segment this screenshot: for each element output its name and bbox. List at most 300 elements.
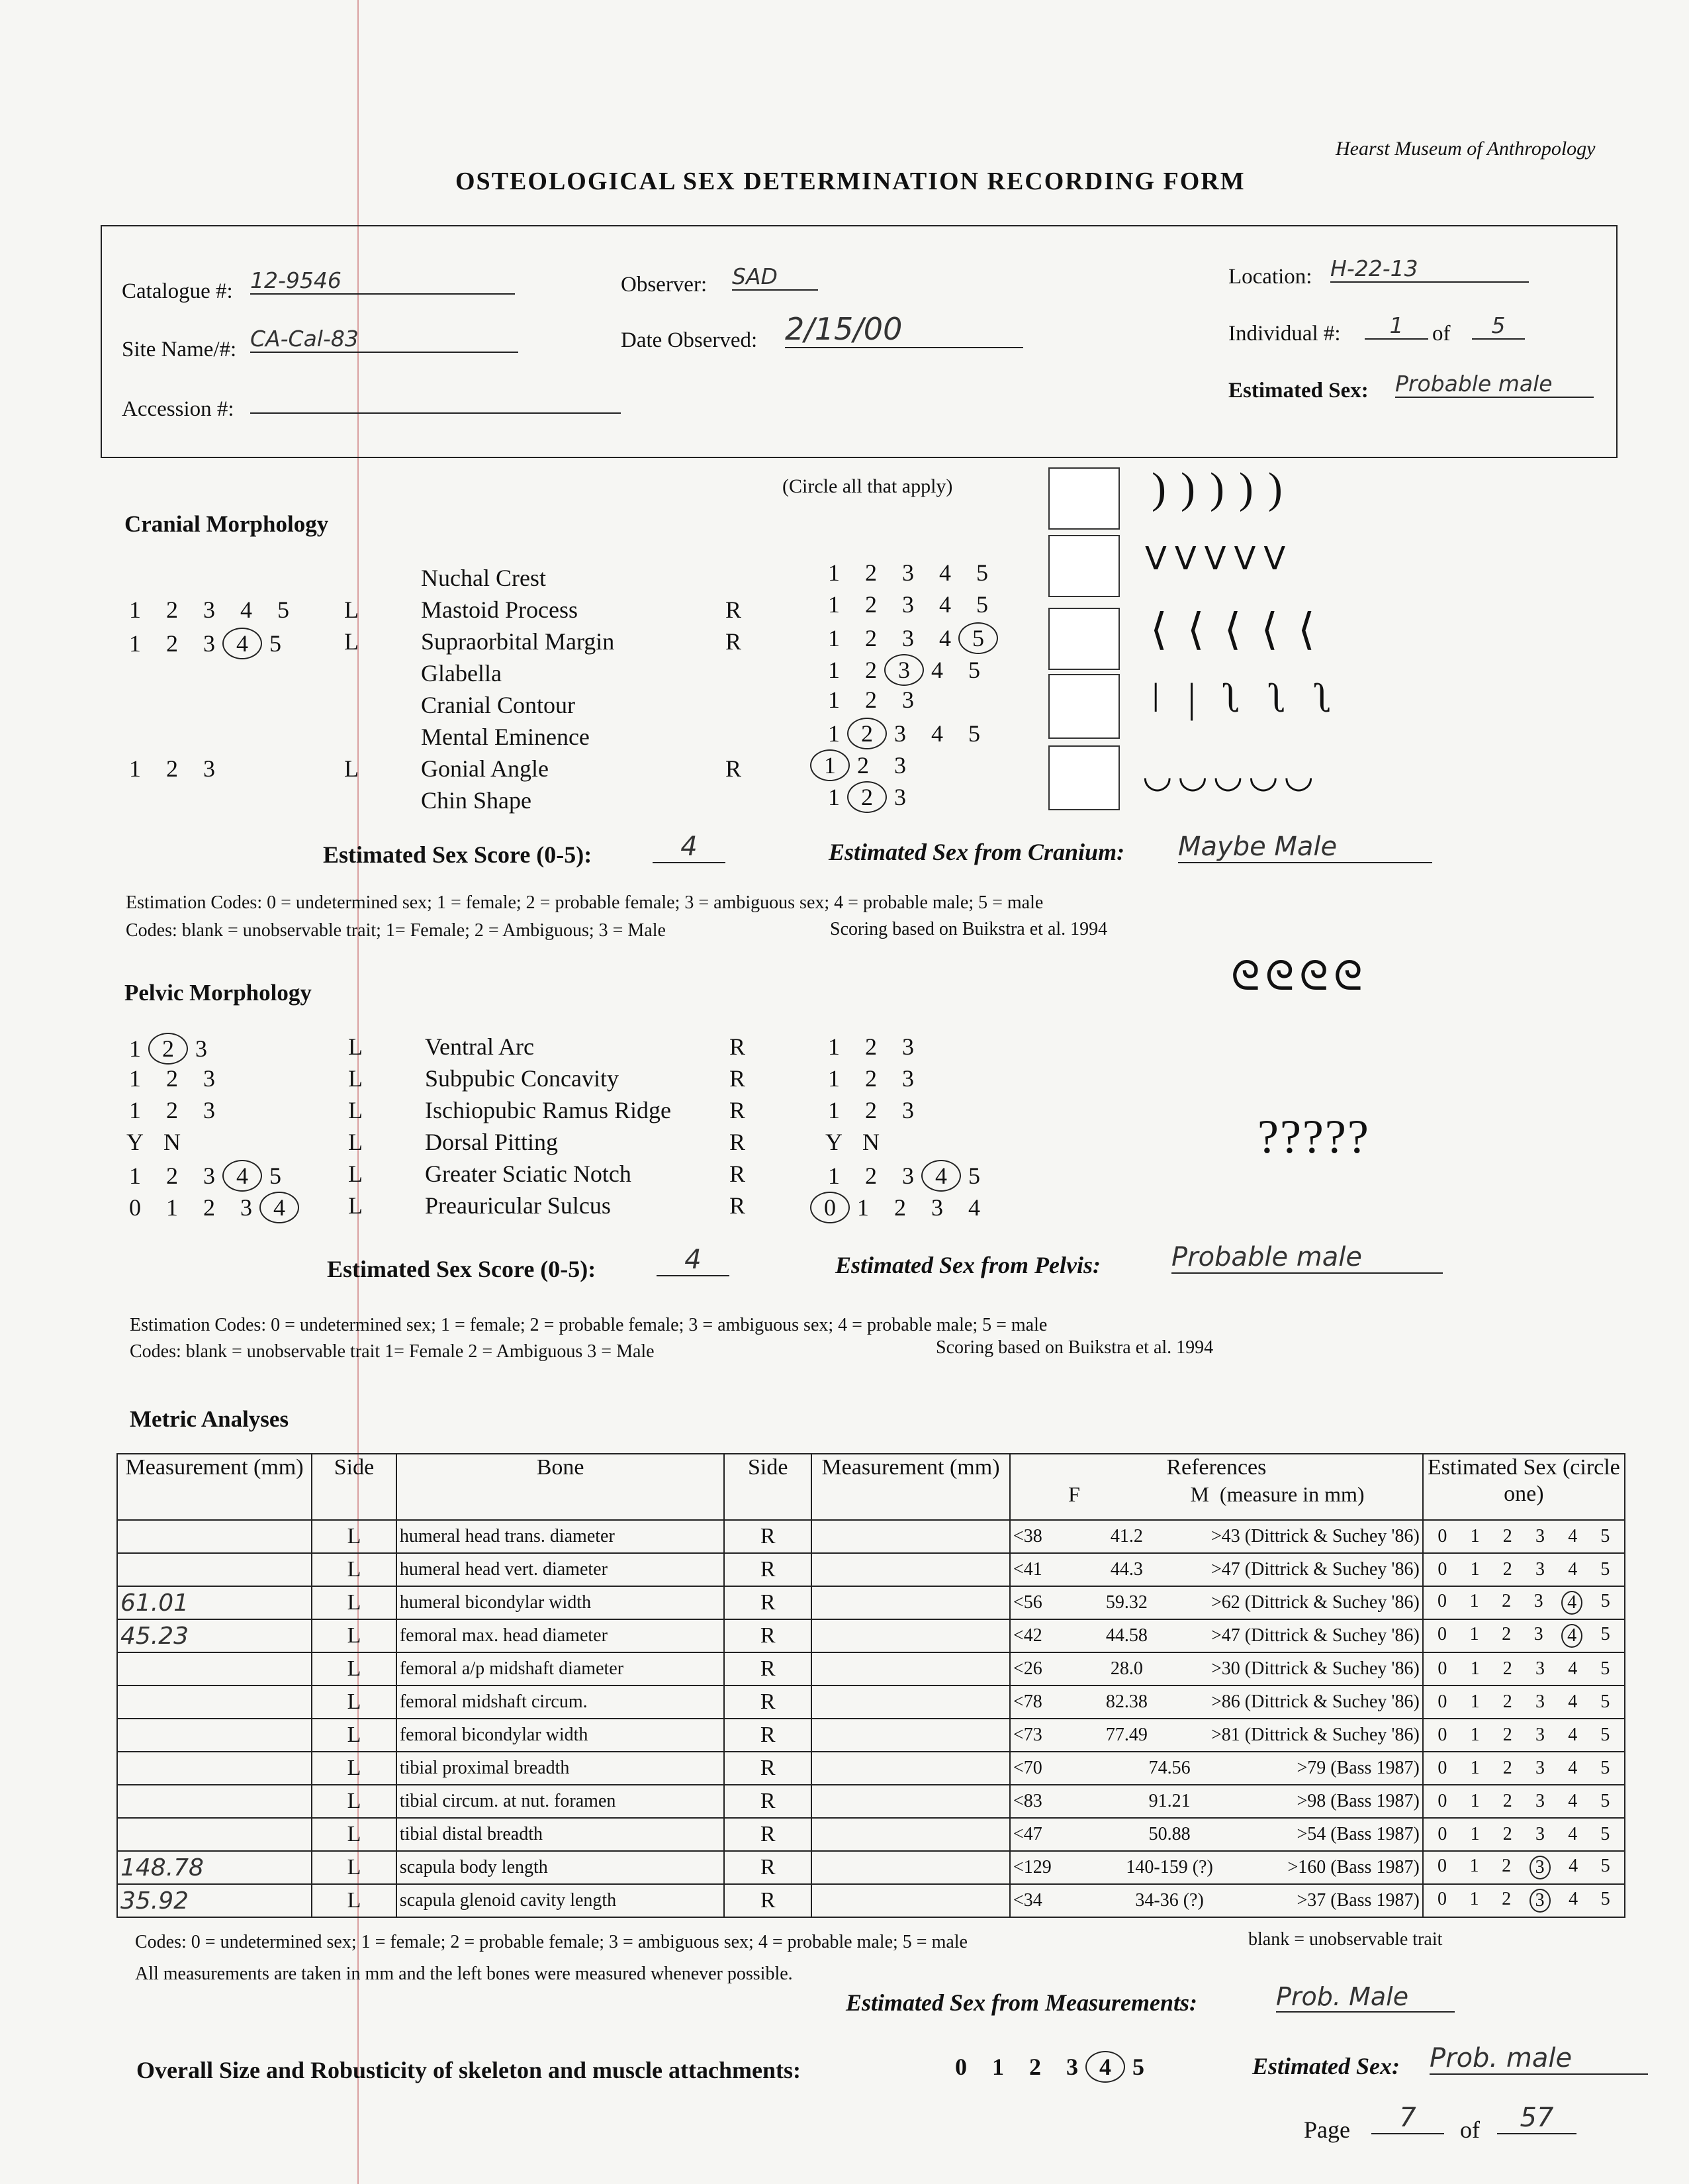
score-option[interactable]: 4 bbox=[1568, 1824, 1578, 1844]
page-total-field[interactable]: 57 bbox=[1497, 2103, 1576, 2134]
score-option[interactable]: 3 bbox=[1535, 1824, 1545, 1844]
score-option[interactable]: 1 bbox=[129, 1163, 141, 1189]
measurement-cell-2[interactable] bbox=[811, 1652, 1010, 1685]
score-option[interactable]: 2 bbox=[1502, 1591, 1512, 1611]
score-option[interactable]: 5 bbox=[1600, 1758, 1610, 1778]
pelvic-left-scores[interactable] bbox=[116, 1160, 294, 1192]
score-option[interactable]: 4 bbox=[1568, 1691, 1578, 1712]
score-option-circled[interactable]: 4 bbox=[1085, 2051, 1125, 2083]
score-option[interactable]: 1 bbox=[1470, 1758, 1480, 1778]
score-option[interactable]: 5 bbox=[277, 596, 289, 623]
score-option[interactable]: 3 bbox=[240, 1194, 252, 1221]
score-option[interactable]: 1 bbox=[828, 784, 840, 810]
pelvic-left-scores[interactable] bbox=[116, 1033, 220, 1065]
score-option[interactable]: 3 bbox=[931, 1194, 943, 1221]
page-field[interactable]: 7 bbox=[1371, 2103, 1444, 2134]
score-option[interactable]: 3 bbox=[902, 1033, 914, 1060]
estimated-sex-cell[interactable] bbox=[1423, 1520, 1625, 1553]
score-option[interactable]: 0 bbox=[129, 1194, 141, 1221]
score-option[interactable]: 0 bbox=[1438, 1526, 1447, 1546]
trait-name: Glabella bbox=[421, 660, 502, 687]
accession-field[interactable] bbox=[250, 387, 621, 414]
score-option[interactable]: 2 bbox=[865, 591, 877, 618]
score-option[interactable]: 5 bbox=[1132, 2054, 1144, 2080]
score-option[interactable]: 3 bbox=[1535, 1526, 1545, 1546]
score-option[interactable]: 4 bbox=[1568, 1658, 1578, 1679]
score-option[interactable]: 2 bbox=[166, 1097, 178, 1123]
estimated-sex-cell[interactable] bbox=[1423, 1752, 1625, 1785]
score-option[interactable]: 4 bbox=[931, 657, 943, 683]
score-option[interactable]: N bbox=[862, 1129, 880, 1155]
metric-row bbox=[117, 1884, 1625, 1917]
score-option[interactable]: 3 bbox=[1535, 1691, 1545, 1712]
score-option[interactable]: Y bbox=[126, 1129, 144, 1155]
cranial-score-field[interactable]: 4 bbox=[653, 831, 725, 863]
score-option[interactable]: 3 bbox=[1533, 1624, 1543, 1644]
score-group[interactable] bbox=[815, 687, 927, 713]
score-option[interactable]: 5 bbox=[968, 1163, 980, 1189]
pelvic-from-field[interactable]: Probable male bbox=[1171, 1242, 1443, 1274]
measurement-cell-2[interactable] bbox=[811, 1818, 1010, 1851]
score-option[interactable]: 0 bbox=[1438, 1824, 1447, 1844]
score-option[interactable]: 1 bbox=[129, 596, 141, 623]
score-group[interactable] bbox=[116, 1163, 294, 1189]
score-option[interactable]: 2 bbox=[1502, 1791, 1512, 1811]
measurement-cell[interactable]: 45.23 bbox=[117, 1619, 312, 1652]
score-option[interactable]: 1 bbox=[1469, 1624, 1479, 1644]
score-option[interactable]: 4 bbox=[1568, 1559, 1578, 1580]
metric-from-label: Estimated Sex from Measurements: bbox=[846, 1989, 1198, 2016]
metric-row bbox=[117, 1619, 1625, 1652]
pelvic-left-scores[interactable] bbox=[116, 1192, 294, 1223]
score-option[interactable]: 3 bbox=[203, 596, 215, 623]
bone-name: humeral head vert. diameter bbox=[396, 1553, 725, 1586]
score-option[interactable]: Y bbox=[825, 1129, 843, 1155]
score-option[interactable]: 3 bbox=[902, 687, 914, 713]
score-option-circled[interactable]: 4 bbox=[259, 1192, 299, 1223]
measurement-cell[interactable] bbox=[117, 1818, 312, 1851]
estimated-sex-cell[interactable] bbox=[1423, 1851, 1625, 1884]
reference-ref: >47 (Dittrick & Suchey '86) bbox=[1211, 1559, 1420, 1580]
score-group[interactable] bbox=[116, 630, 294, 657]
page-label: Page bbox=[1304, 2116, 1350, 2143]
score-option[interactable]: 1 bbox=[166, 1194, 178, 1221]
score-option[interactable]: 5 bbox=[976, 591, 988, 618]
score-option[interactable]: 3 bbox=[902, 1097, 914, 1123]
score-option[interactable]: 0 bbox=[955, 2054, 967, 2080]
pelvic-right-scores[interactable] bbox=[815, 1160, 993, 1192]
score-option[interactable]: 1 bbox=[1470, 1691, 1480, 1712]
pelvic-right-scores[interactable] bbox=[815, 1033, 927, 1061]
score-option[interactable]: 1 bbox=[1470, 1559, 1480, 1580]
catalogue-field[interactable]: 12-9546 bbox=[250, 267, 515, 295]
score-option[interactable]: 2 bbox=[865, 657, 877, 683]
metric-header-row bbox=[117, 1454, 1625, 1520]
score-option[interactable]: 3 bbox=[203, 1065, 215, 1092]
score-option[interactable]: 3 bbox=[203, 755, 215, 782]
score-group[interactable] bbox=[815, 784, 919, 810]
score-option[interactable]: 5 bbox=[976, 559, 988, 586]
score-option[interactable]: 1 bbox=[129, 1065, 141, 1092]
score-option[interactable]: 2 bbox=[1502, 1758, 1512, 1778]
score-option[interactable]: 1 bbox=[828, 625, 840, 651]
score-option[interactable]: 1 bbox=[129, 755, 141, 782]
score-option[interactable]: 1 bbox=[828, 720, 840, 747]
measurement-cell-2[interactable] bbox=[811, 1553, 1010, 1586]
score-option[interactable]: 5 bbox=[1600, 1559, 1610, 1580]
score-option[interactable]: 1 bbox=[129, 630, 141, 657]
score-option[interactable]: 5 bbox=[968, 657, 980, 683]
reference-f: <73 bbox=[1013, 1725, 1042, 1745]
score-option[interactable]: 3 bbox=[1535, 1559, 1545, 1580]
score-option[interactable]: 5 bbox=[968, 720, 980, 747]
score-option[interactable]: 0 bbox=[1438, 1691, 1447, 1712]
score-option[interactable]: 2 bbox=[1502, 1824, 1512, 1844]
reference-cell bbox=[1010, 1520, 1423, 1553]
individual-field[interactable]: 1 bbox=[1365, 312, 1428, 340]
estimated-sex-cell[interactable] bbox=[1423, 1619, 1625, 1652]
score-option[interactable]: 0 bbox=[1438, 1624, 1447, 1644]
score-option[interactable]: 1 bbox=[828, 1097, 840, 1123]
estimated-sex-cell[interactable] bbox=[1423, 1884, 1625, 1917]
side-right: R bbox=[729, 1129, 746, 1155]
score-option[interactable]: 3 bbox=[894, 784, 906, 810]
measurement-cell-2[interactable] bbox=[811, 1520, 1010, 1553]
individual-total-field[interactable]: 5 bbox=[1472, 312, 1525, 340]
score-option[interactable]: 2 bbox=[203, 1194, 215, 1221]
score-option[interactable]: 3 bbox=[894, 720, 906, 747]
score-option[interactable]: 1 bbox=[828, 687, 840, 713]
pelvic-right-scores[interactable] bbox=[815, 1065, 927, 1092]
estimated-sex-cell[interactable] bbox=[1423, 1818, 1625, 1851]
score-group[interactable] bbox=[116, 1097, 228, 1123]
score-option[interactable]: 4 bbox=[939, 625, 951, 651]
measurement-cell[interactable] bbox=[117, 1652, 312, 1685]
score-option[interactable]: 4 bbox=[1568, 1758, 1578, 1778]
cranial-right-scores[interactable] bbox=[815, 559, 1001, 587]
estimated-sex-cell[interactable] bbox=[1423, 1785, 1625, 1818]
score-option[interactable]: 3 bbox=[203, 1097, 215, 1123]
score-option[interactable]: 0 bbox=[1438, 1559, 1447, 1580]
score-option[interactable]: 3 bbox=[894, 752, 906, 779]
cranial-right-scores[interactable] bbox=[815, 622, 993, 654]
score-option[interactable]: 1 bbox=[828, 1065, 840, 1092]
score-option[interactable]: 3 bbox=[902, 625, 914, 651]
score-group[interactable] bbox=[116, 1065, 228, 1092]
score-option[interactable]: 2 bbox=[865, 1163, 877, 1189]
overall-scores[interactable] bbox=[942, 2051, 1157, 2083]
score-option-circled[interactable]: 3 bbox=[1529, 1856, 1551, 1879]
score-option[interactable]: 2 bbox=[1502, 1624, 1512, 1644]
score-option[interactable]: 2 bbox=[1502, 1526, 1512, 1546]
score-option-circled[interactable]: 4 bbox=[1561, 1591, 1582, 1615]
metric-from-field[interactable]: Prob. Male bbox=[1276, 1982, 1455, 2013]
score-option[interactable]: 2 bbox=[166, 1065, 178, 1092]
score-group[interactable] bbox=[116, 596, 302, 623]
score-option[interactable]: 5 bbox=[269, 630, 281, 657]
score-option[interactable]: 2 bbox=[1502, 1889, 1512, 1909]
score-option[interactable]: 2 bbox=[166, 1163, 178, 1189]
score-option[interactable]: 0 bbox=[1438, 1591, 1447, 1611]
score-option[interactable]: 1 bbox=[828, 657, 840, 683]
score-option[interactable]: 1 bbox=[992, 2054, 1004, 2080]
measurement-cell[interactable] bbox=[117, 1520, 312, 1553]
score-option[interactable]: 2 bbox=[1502, 1691, 1512, 1712]
score-option[interactable]: 2 bbox=[1502, 1725, 1512, 1745]
side-right: R bbox=[724, 1553, 811, 1586]
pelvic-score-field[interactable]: 4 bbox=[657, 1245, 729, 1276]
page-of: of bbox=[1460, 2116, 1480, 2143]
measurement-cell[interactable] bbox=[117, 1785, 312, 1818]
reference-ref: >37 (Bass 1987) bbox=[1297, 1890, 1420, 1911]
score-option[interactable]: 1 bbox=[1470, 1824, 1480, 1844]
measurement-cell[interactable] bbox=[117, 1685, 312, 1719]
score-option[interactable]: 1 bbox=[1470, 1725, 1480, 1745]
score-option[interactable]: 1 bbox=[1469, 1856, 1479, 1876]
score-option[interactable]: 5 bbox=[1600, 1856, 1610, 1876]
score-option[interactable]: 2 bbox=[865, 1065, 877, 1092]
score-option[interactable]: 5 bbox=[1600, 1624, 1610, 1644]
pelvic-codes-1: Estimation Codes: 0 = undetermined sex; 1 = female; 2 = probable female; 3 = ambiguous sex; 4 = probable male; 5 = male bbox=[130, 1315, 1048, 1335]
side-left: L bbox=[344, 628, 359, 655]
score-option[interactable]: 1 bbox=[1469, 1591, 1479, 1611]
score-option[interactable]: 2 bbox=[857, 752, 869, 779]
score-option-circled[interactable]: 2 bbox=[847, 781, 887, 813]
score-group[interactable] bbox=[815, 720, 993, 747]
score-option[interactable]: 1 bbox=[828, 559, 840, 586]
score-option-circled[interactable]: 2 bbox=[148, 1033, 188, 1065]
score-option[interactable]: 3 bbox=[902, 559, 914, 586]
score-option[interactable]: 2 bbox=[166, 630, 178, 657]
pelvic-heading: Pelvic Morphology bbox=[124, 980, 312, 1006]
score-option[interactable]: 2 bbox=[865, 559, 877, 586]
score-option-circled[interactable]: 4 bbox=[921, 1160, 961, 1192]
cranial-right-scores[interactable] bbox=[815, 749, 919, 781]
score-option[interactable]: 4 bbox=[939, 559, 951, 586]
score-group[interactable] bbox=[815, 1065, 927, 1092]
score-option[interactable]: 4 bbox=[968, 1194, 980, 1221]
measurement-cell-2[interactable] bbox=[811, 1719, 1010, 1752]
score-option-circled[interactable]: 3 bbox=[884, 654, 924, 686]
score-option[interactable]: 2 bbox=[166, 596, 178, 623]
score-option[interactable]: 4 bbox=[1568, 1526, 1578, 1546]
score-option-circled[interactable]: 4 bbox=[222, 628, 262, 659]
measurement-cell[interactable] bbox=[117, 1719, 312, 1752]
score-option[interactable]: 3 bbox=[902, 1163, 914, 1189]
score-option[interactable]: 3 bbox=[902, 1065, 914, 1092]
score-option[interactable]: 5 bbox=[1600, 1824, 1610, 1844]
pelvic-right-scores[interactable] bbox=[815, 1096, 927, 1124]
score-group[interactable] bbox=[815, 591, 1001, 618]
overall-est-field[interactable]: Prob. male bbox=[1430, 2043, 1648, 2075]
score-option[interactable]: 5 bbox=[1600, 1591, 1610, 1611]
cranial-right-scores[interactable] bbox=[815, 591, 1001, 618]
museum-name: Hearst Museum of Anthropology bbox=[1336, 138, 1596, 160]
cranial-right-scores[interactable] bbox=[815, 718, 993, 749]
score-option[interactable]: 2 bbox=[1029, 2054, 1041, 2080]
score-option[interactable]: 0 bbox=[1438, 1791, 1447, 1811]
measurement-cell[interactable]: 61.01 bbox=[117, 1586, 312, 1619]
score-option[interactable]: 3 bbox=[1535, 1758, 1545, 1778]
date-field[interactable]: 2/15/00 bbox=[785, 311, 1023, 348]
score-group[interactable] bbox=[815, 657, 993, 683]
side-left: L bbox=[348, 1129, 363, 1155]
observer-field[interactable]: SAD bbox=[732, 263, 818, 291]
pelvic-right-scores[interactable] bbox=[815, 1128, 890, 1156]
score-option[interactable]: 4 bbox=[1568, 1725, 1578, 1745]
score-option[interactable]: 3 bbox=[1535, 1791, 1545, 1811]
measurement-cell-2[interactable] bbox=[811, 1851, 1010, 1884]
score-group[interactable] bbox=[116, 1035, 220, 1062]
score-option[interactable]: 2 bbox=[166, 755, 178, 782]
measurement-cell-2[interactable] bbox=[811, 1685, 1010, 1719]
measurement-cell-2[interactable] bbox=[811, 1619, 1010, 1652]
score-option[interactable]: 1 bbox=[1469, 1889, 1479, 1909]
score-option[interactable]: 3 bbox=[1533, 1591, 1543, 1611]
pelvic-left-scores[interactable] bbox=[116, 1065, 228, 1092]
score-option[interactable]: 3 bbox=[1535, 1725, 1545, 1745]
site-field[interactable]: CA-Cal-83 bbox=[250, 326, 518, 353]
score-option[interactable]: 2 bbox=[865, 1033, 877, 1060]
score-option[interactable]: 1 bbox=[129, 1035, 141, 1062]
ref-f: F bbox=[1068, 1482, 1080, 1506]
pelvic-left-scores[interactable] bbox=[116, 1128, 191, 1156]
nuchal-crest-icon: ))))) bbox=[1152, 464, 1297, 512]
score-option[interactable]: 3 bbox=[1535, 1658, 1545, 1679]
score-option-circled[interactable]: 4 bbox=[222, 1160, 262, 1192]
skull-icon bbox=[1048, 467, 1120, 530]
bone-name: femoral midshaft circum. bbox=[396, 1685, 725, 1719]
score-option[interactable]: 5 bbox=[1600, 1889, 1610, 1909]
score-group[interactable] bbox=[815, 559, 1001, 586]
cranial-from-field[interactable]: Maybe Male bbox=[1178, 831, 1432, 863]
reference-m: 77.49 bbox=[1105, 1725, 1148, 1745]
cranial-codes-ref: Scoring based on Buikstra et al. 1994 bbox=[830, 919, 1108, 939]
score-option[interactable]: 5 bbox=[1600, 1658, 1610, 1679]
score-group[interactable] bbox=[116, 1129, 191, 1155]
score-option[interactable]: 5 bbox=[1600, 1526, 1610, 1546]
score-option[interactable]: 0 bbox=[1438, 1889, 1447, 1909]
score-group[interactable] bbox=[815, 1194, 993, 1221]
score-option[interactable]: 5 bbox=[1600, 1791, 1610, 1811]
measurement-cell[interactable]: 148.78 bbox=[117, 1851, 312, 1884]
greater-sciatic-notch-icon: ????? bbox=[1257, 1110, 1370, 1163]
score-group[interactable] bbox=[815, 1129, 890, 1155]
score-option-circled[interactable]: 5 bbox=[958, 622, 998, 654]
score-option[interactable]: 2 bbox=[865, 625, 877, 651]
score-option-circled[interactable]: 0 bbox=[810, 1192, 850, 1223]
score-group[interactable] bbox=[815, 1033, 927, 1060]
score-option[interactable]: 2 bbox=[1502, 1856, 1512, 1876]
score-option[interactable]: 4 bbox=[931, 720, 943, 747]
cranial-right-scores[interactable] bbox=[815, 654, 993, 686]
score-option[interactable]: 5 bbox=[269, 1163, 281, 1189]
estimated-sex-cell[interactable] bbox=[1423, 1553, 1625, 1586]
estimated-sex-cell[interactable] bbox=[1423, 1685, 1625, 1719]
trait-name: Subpubic Concavity bbox=[425, 1065, 619, 1092]
cranial-left-scores[interactable] bbox=[116, 755, 228, 783]
measurement-cell-2[interactable] bbox=[811, 1884, 1010, 1917]
score-option[interactable]: 3 bbox=[195, 1035, 207, 1062]
cranial-right-scores[interactable] bbox=[815, 686, 927, 714]
score-option[interactable]: 1 bbox=[1470, 1526, 1480, 1546]
score-option[interactable]: 2 bbox=[1502, 1559, 1512, 1580]
score-option-circled[interactable]: 4 bbox=[1561, 1624, 1582, 1648]
measurement-cell-2[interactable] bbox=[811, 1752, 1010, 1785]
score-option[interactable]: 0 bbox=[1438, 1856, 1447, 1876]
score-group[interactable] bbox=[815, 625, 993, 651]
score-option[interactable]: 1 bbox=[129, 1097, 141, 1123]
location-field[interactable]: H-22-13 bbox=[1330, 256, 1529, 283]
score-group[interactable] bbox=[815, 1097, 927, 1123]
score-option[interactable]: 3 bbox=[203, 1163, 215, 1189]
metric-row bbox=[117, 1553, 1625, 1586]
estimated-sex-cell[interactable] bbox=[1423, 1719, 1625, 1752]
score-option[interactable]: 1 bbox=[828, 1033, 840, 1060]
reference-f: <78 bbox=[1013, 1691, 1042, 1712]
metric-row bbox=[117, 1818, 1625, 1851]
score-option[interactable]: 2 bbox=[865, 687, 877, 713]
score-option[interactable]: 1 bbox=[1470, 1658, 1480, 1679]
score-option[interactable]: 4 bbox=[1568, 1791, 1578, 1811]
score-option[interactable]: 3 bbox=[1066, 2054, 1078, 2080]
score-option[interactable]: 2 bbox=[1502, 1658, 1512, 1679]
score-option[interactable]: 2 bbox=[865, 1097, 877, 1123]
score-option[interactable]: 4 bbox=[939, 591, 951, 618]
estimated-sex-field[interactable]: Probable male bbox=[1395, 371, 1594, 398]
score-option-circled[interactable]: 1 bbox=[810, 749, 850, 781]
measurement-cell-2[interactable] bbox=[811, 1785, 1010, 1818]
score-option[interactable]: 5 bbox=[1600, 1725, 1610, 1745]
score-option[interactable]: 4 bbox=[240, 596, 252, 623]
measurement-cell-2[interactable] bbox=[811, 1586, 1010, 1619]
score-option[interactable]: N bbox=[163, 1129, 181, 1155]
pelvic-right-scores[interactable] bbox=[815, 1192, 993, 1223]
cranial-right-scores[interactable] bbox=[815, 781, 919, 813]
score-option[interactable]: 0 bbox=[1438, 1725, 1447, 1745]
cranial-left-scores[interactable] bbox=[116, 628, 294, 659]
score-group[interactable] bbox=[116, 755, 228, 782]
form-title: OSTEOLOGICAL SEX DETERMINATION RECORDING FORM bbox=[455, 167, 1246, 195]
score-option[interactable]: 2 bbox=[894, 1194, 906, 1221]
measurement-cell[interactable]: 35.92 bbox=[117, 1884, 312, 1917]
trait-name: Nuchal Crest bbox=[421, 565, 546, 591]
score-option[interactable]: 5 bbox=[1600, 1691, 1610, 1712]
score-option-circled[interactable]: 3 bbox=[1529, 1889, 1551, 1913]
score-group[interactable] bbox=[815, 752, 919, 779]
score-group[interactable] bbox=[116, 1194, 294, 1221]
estimated-sex-cell[interactable] bbox=[1423, 1652, 1625, 1685]
score-option[interactable]: 1 bbox=[1470, 1791, 1480, 1811]
pelvic-left-scores[interactable] bbox=[116, 1096, 228, 1124]
score-option[interactable]: 4 bbox=[1569, 1856, 1578, 1876]
measurement-cell[interactable] bbox=[117, 1553, 312, 1586]
score-option[interactable]: 0 bbox=[1438, 1658, 1447, 1679]
score-option[interactable]: 1 bbox=[828, 1163, 840, 1189]
score-group[interactable] bbox=[815, 1163, 993, 1189]
score-option[interactable]: 0 bbox=[1438, 1758, 1447, 1778]
score-option[interactable]: 1 bbox=[857, 1194, 869, 1221]
estimated-sex-cell[interactable] bbox=[1423, 1586, 1625, 1619]
measurement-cell[interactable] bbox=[117, 1752, 312, 1785]
score-option[interactable]: 3 bbox=[203, 630, 215, 657]
score-option[interactable]: 3 bbox=[902, 591, 914, 618]
score-option[interactable]: 4 bbox=[1569, 1889, 1578, 1909]
score-option-circled[interactable]: 2 bbox=[847, 718, 887, 749]
trait-name: Gonial Angle bbox=[421, 755, 549, 782]
score-option[interactable]: 1 bbox=[828, 591, 840, 618]
cranial-left-scores[interactable] bbox=[116, 596, 302, 624]
